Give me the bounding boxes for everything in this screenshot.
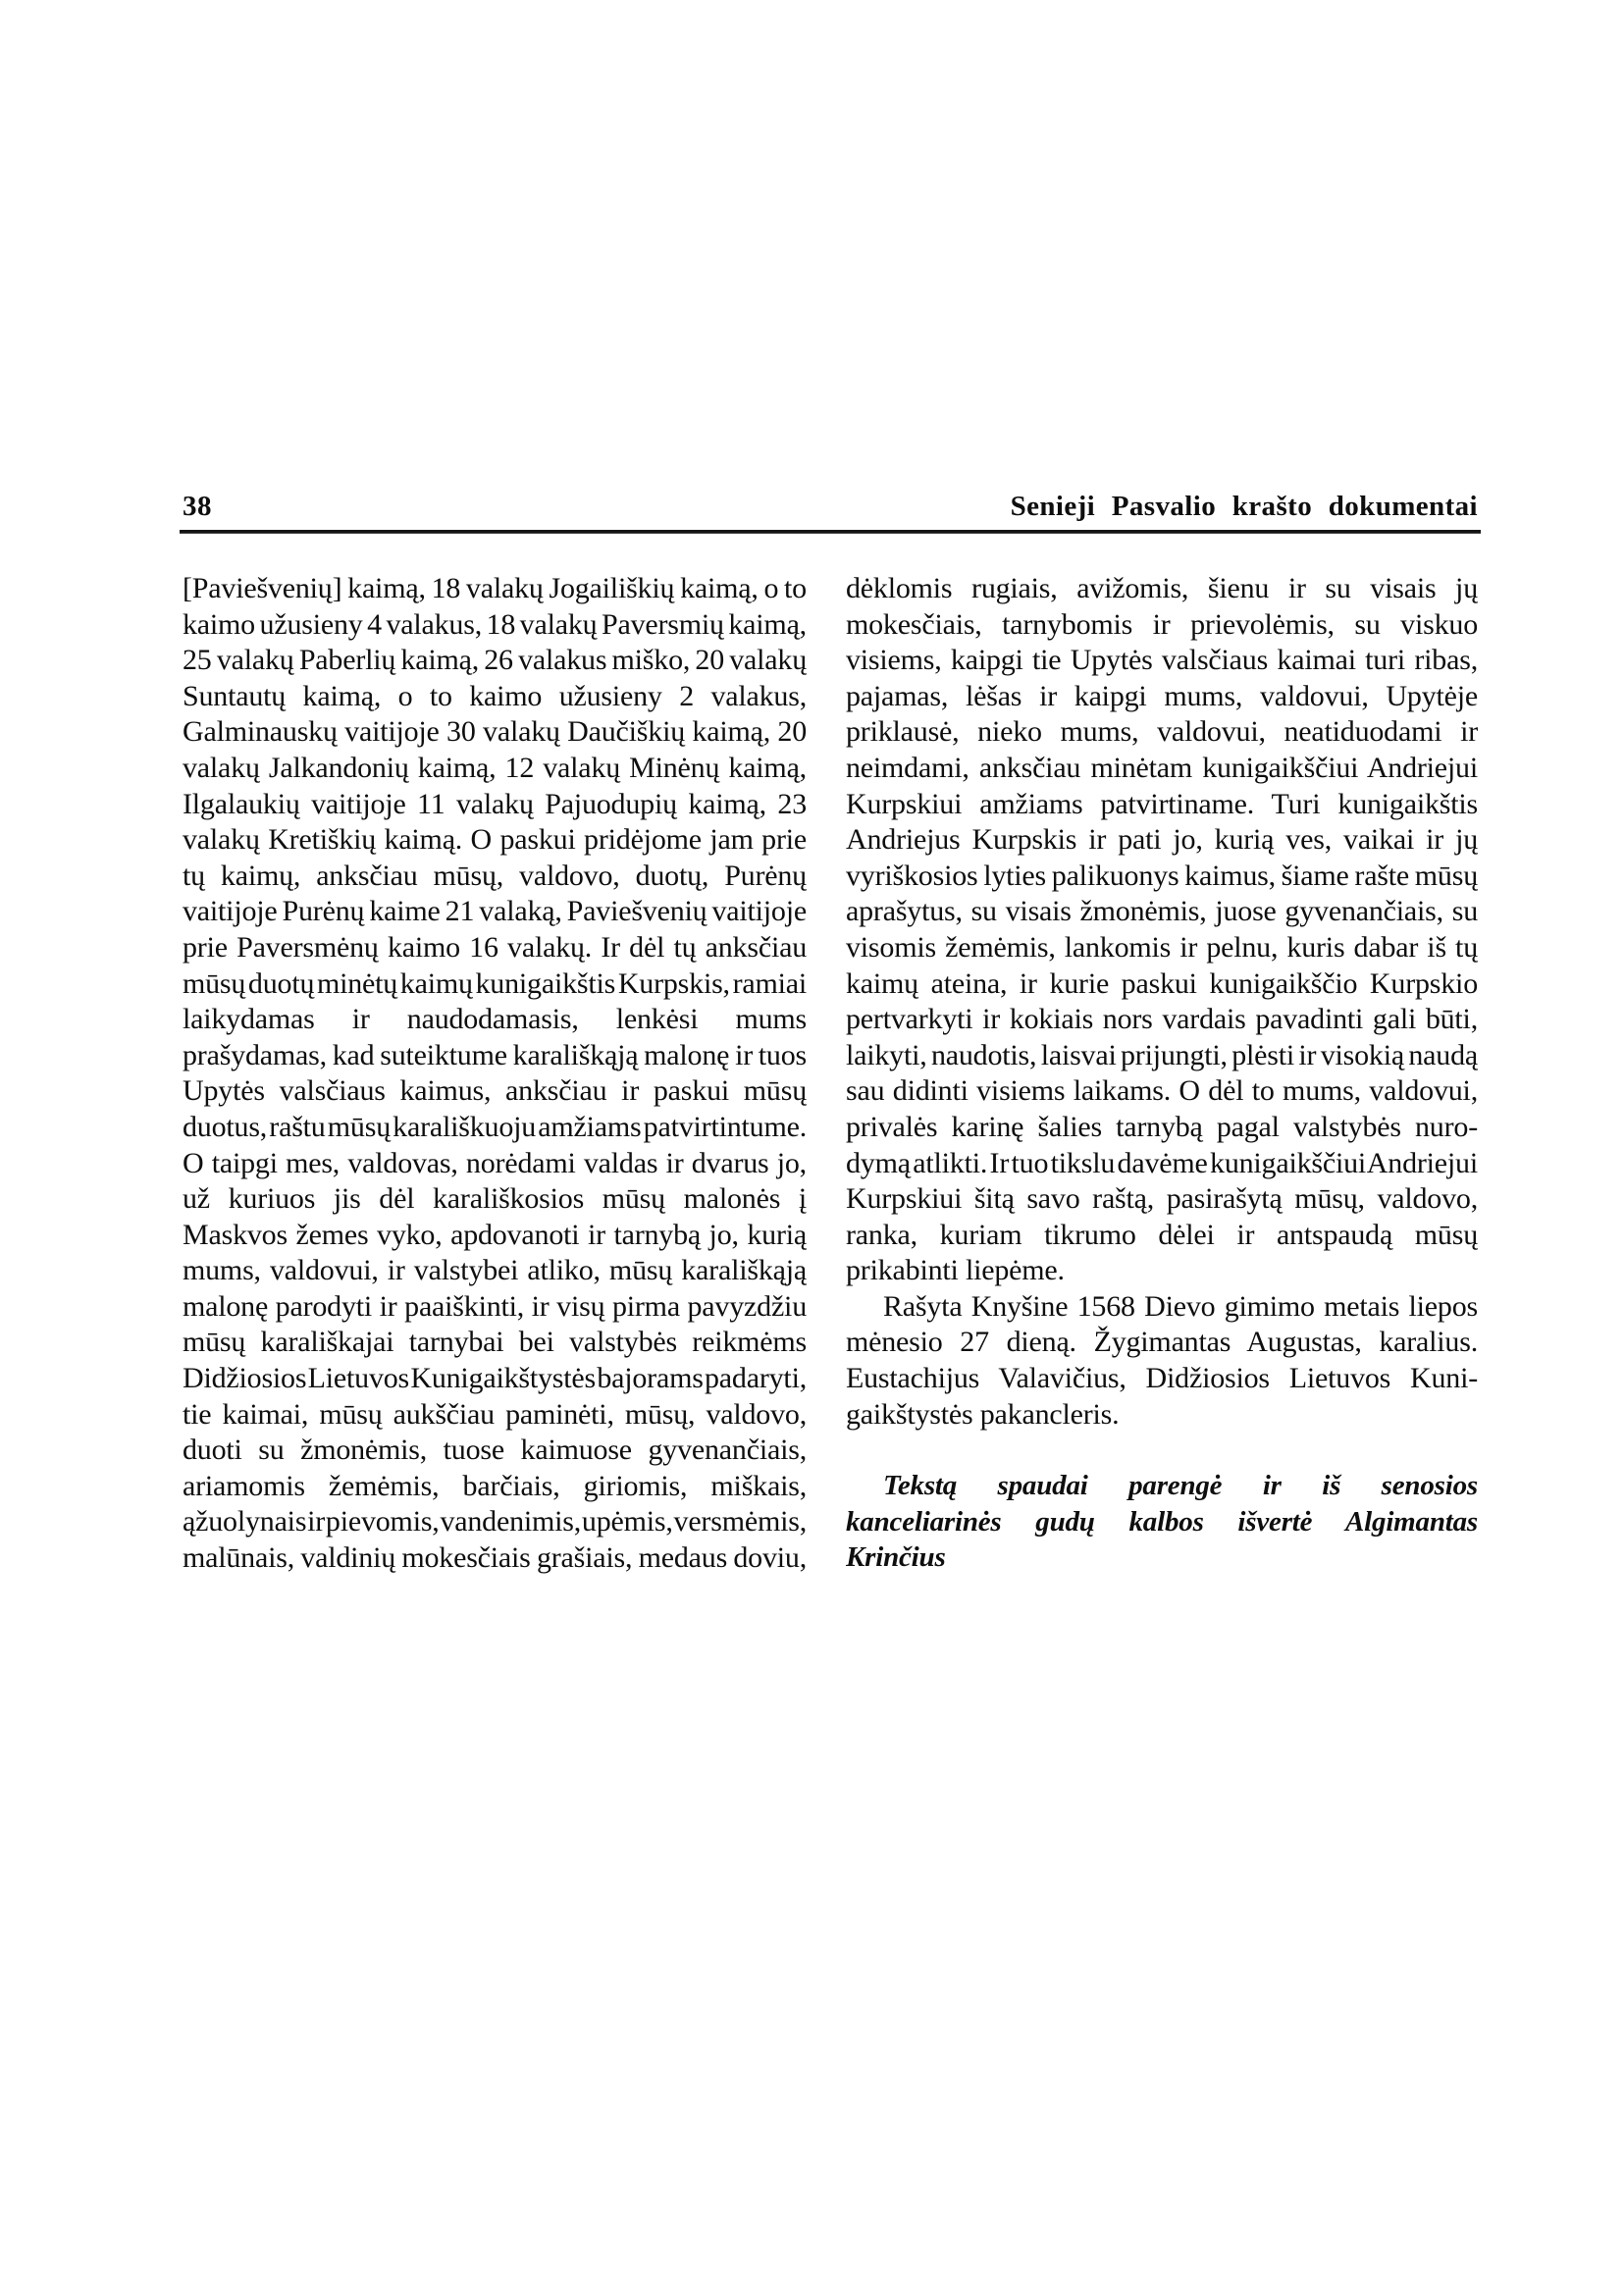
text-line: valakų Kretiškių kaimą. O paskui pridėjome jam prie — [183, 823, 807, 857]
text-line: mūsų duotų minėtų kaimų kunigaikštis Kurpskis, ramiai — [183, 966, 807, 1000]
text-line: pajamas, lėšas ir kaipgi mums, valdovui, Upytėje — [846, 679, 1478, 712]
text-line: Suntautų kaimą, o to kaimo užusieny 2 valakus, — [183, 679, 807, 712]
text-line: [Paviešvenių] kaimą, 18 valakų Jogailiškių kaimą, o to — [183, 572, 807, 604]
page-number: 38 — [183, 491, 212, 522]
text-line: ariamomis žemėmis, barčiais, giriomis, miškais, — [183, 1469, 807, 1502]
text-line: Ilgalaukių vaitijoje 11 valakų Pajuodupių kaimą, 23 — [183, 787, 807, 820]
right-text-column — [846, 571, 1478, 1576]
text-line: privalės karinę šalies tarnybą pagal valstybės nuro- — [846, 1110, 1478, 1143]
text-line: priklausė, nieko mums, valdovui, neatiduodami ir — [846, 715, 1478, 749]
text-line: prie Paversmėnų kaimo 16 valakų. Ir dėl tų anksčiau — [183, 930, 807, 964]
left-text-column — [183, 571, 807, 1577]
text-line: valakų Jalkandonių kaimą, 12 valakų Minėnų kaimą, — [183, 751, 807, 784]
text-line: malūnais, valdinių mokesčiais grašiais, medaus doviu, — [183, 1541, 807, 1575]
text-line: Eustachijus Valavičius, Didžiosios Lietuvos Kuni- — [846, 1362, 1478, 1395]
text-line: mokesčiais, tarnybomis ir prievolėmis, su viskuo — [846, 607, 1478, 641]
text-line: visomis žemėmis, lankomis ir pelnu, kuris dabar iš tų — [846, 930, 1478, 964]
text-line: prikabinti liepėme. — [846, 1254, 1065, 1287]
text-line: gaikštystės pakancleris. — [846, 1397, 1120, 1431]
text-line: Tekstą spaudai parengė ir iš senosios — [883, 1470, 1478, 1502]
text-line: Galminauskų vaitijoje 30 valakų Daučiškių kaimą, 20 — [183, 715, 807, 749]
text-line: malonę parodyti ir paaiškinti, ir visų pirma pavyzdžiu — [183, 1289, 807, 1323]
text-line: visiems, kaipgi tie Upytės valsčiaus kaimai turi ribas, — [846, 644, 1478, 677]
text-line: laikyti, naudotis, laisvai prijungti, plėsti ir visokią naudą — [846, 1038, 1478, 1071]
text-line: duotus, raštu mūsų karališkuoju amžiams patvirtintume. — [183, 1110, 807, 1143]
text-line: O taipgi mes, valdovas, norėdami valdas ir dvarus jo, — [183, 1146, 807, 1179]
text-line: aprašytus, su visais žmonėmis, juose gyvenančiais, su — [846, 895, 1478, 928]
text-line: 25 valakų Paberlių kaimą, 26 valakus miško, 20 valakų — [183, 644, 807, 677]
text-line: mums, valdovui, ir valstybei atliko, mūsų karališkąją — [183, 1254, 807, 1287]
paragraph-main-continuation — [846, 571, 1478, 1289]
text-line: Didžiosios Lietuvos Kunigaikštystės bajorams padaryti, — [183, 1362, 807, 1395]
text-line: dymą atlikti. Ir tuo tikslu davėme kunigaikščiui Andriejui — [846, 1146, 1478, 1179]
text-line: mūsų karališkajai tarnybai bei valstybės reikmėms — [183, 1326, 807, 1359]
paragraph-translator-note — [846, 1468, 1478, 1576]
text-line: vaitijoje Purėnų kaime 21 valaką, Paviešvenių vaitijoje — [183, 895, 807, 928]
text-line: duoti su žmonėmis, tuose kaimuose gyvenančiais, — [183, 1434, 807, 1467]
text-line: Andriejus Kurpskis ir pati jo, kurią ves, vaikai ir jų — [846, 823, 1478, 857]
text-line: tų kaimų, anksčiau mūsų, valdovo, duotų, Purėnų — [183, 859, 807, 892]
text-line: prašydamas, kad suteiktume karališkąją malonę ir tuos — [183, 1038, 807, 1071]
text-line: Maskvos žemes vyko, apdovanoti ir tarnybą jo, kurią — [183, 1218, 807, 1251]
text-line: Kurpskiui amžiams patvirtiname. Turi kunigaikštis — [846, 787, 1478, 820]
text-line: kanceliarinės gudų kalbos išvertė Algimantas — [846, 1505, 1478, 1538]
text-line: vyriškosios lyties palikuonys kaimus, šiame rašte mūsų — [846, 859, 1478, 892]
page-header — [183, 490, 1478, 523]
text-line: Rašyta Knyšine 1568 Dievo gimimo metais liepos — [883, 1289, 1478, 1323]
text-line: mėnesio 27 dieną. Žygimantas Augustas, karalius. — [846, 1326, 1478, 1359]
text-line: kaimo užusieny 4 valakus, 18 valakų Paversmių kaimą, — [183, 607, 807, 641]
header-rule — [180, 530, 1481, 534]
text-line: pertvarkyti ir kokiais nors vardais pavadinti gali būti, — [846, 1003, 1478, 1036]
text-line: ąžuolynais ir pievomis, vandenimis, upėmis, versmėmis, — [183, 1505, 807, 1539]
text-line: kaimų ateina, ir kurie paskui kunigaikščio Kurpskio — [846, 966, 1478, 1000]
text-line: ranka, kuriam tikrumo dėlei ir antspaudą mūsų — [846, 1218, 1478, 1251]
text-line: sau didinti visiems laikams. O dėl to mums, valdovui, — [846, 1074, 1478, 1108]
text-line: už kuriuos jis dėl karališkosios mūsų malonės į — [183, 1182, 807, 1216]
text-line: laikydamas ir naudodamasis, lenkėsi mums — [183, 1003, 807, 1036]
text-line: dėklomis rugiais, avižomis, šienu ir su visais jų — [846, 572, 1478, 604]
text-line: tie kaimai, mūsų aukščiau paminėti, mūsų, valdovo, — [183, 1397, 807, 1431]
paragraph-colophon — [846, 1289, 1478, 1433]
text-line: Kurpskiui šitą savo raštą, pasirašytą mūsų, valdovo, — [846, 1182, 1478, 1216]
text-line: Krinčius — [846, 1541, 946, 1574]
page-title: Senieji Pasvalio krašto dokumentai — [1010, 491, 1478, 522]
text-line: Upytės valsčiaus kaimus, anksčiau ir paskui mūsų — [183, 1074, 807, 1108]
text-line: neimdami, anksčiau minėtam kunigaikščiui Andriejui — [846, 751, 1478, 784]
